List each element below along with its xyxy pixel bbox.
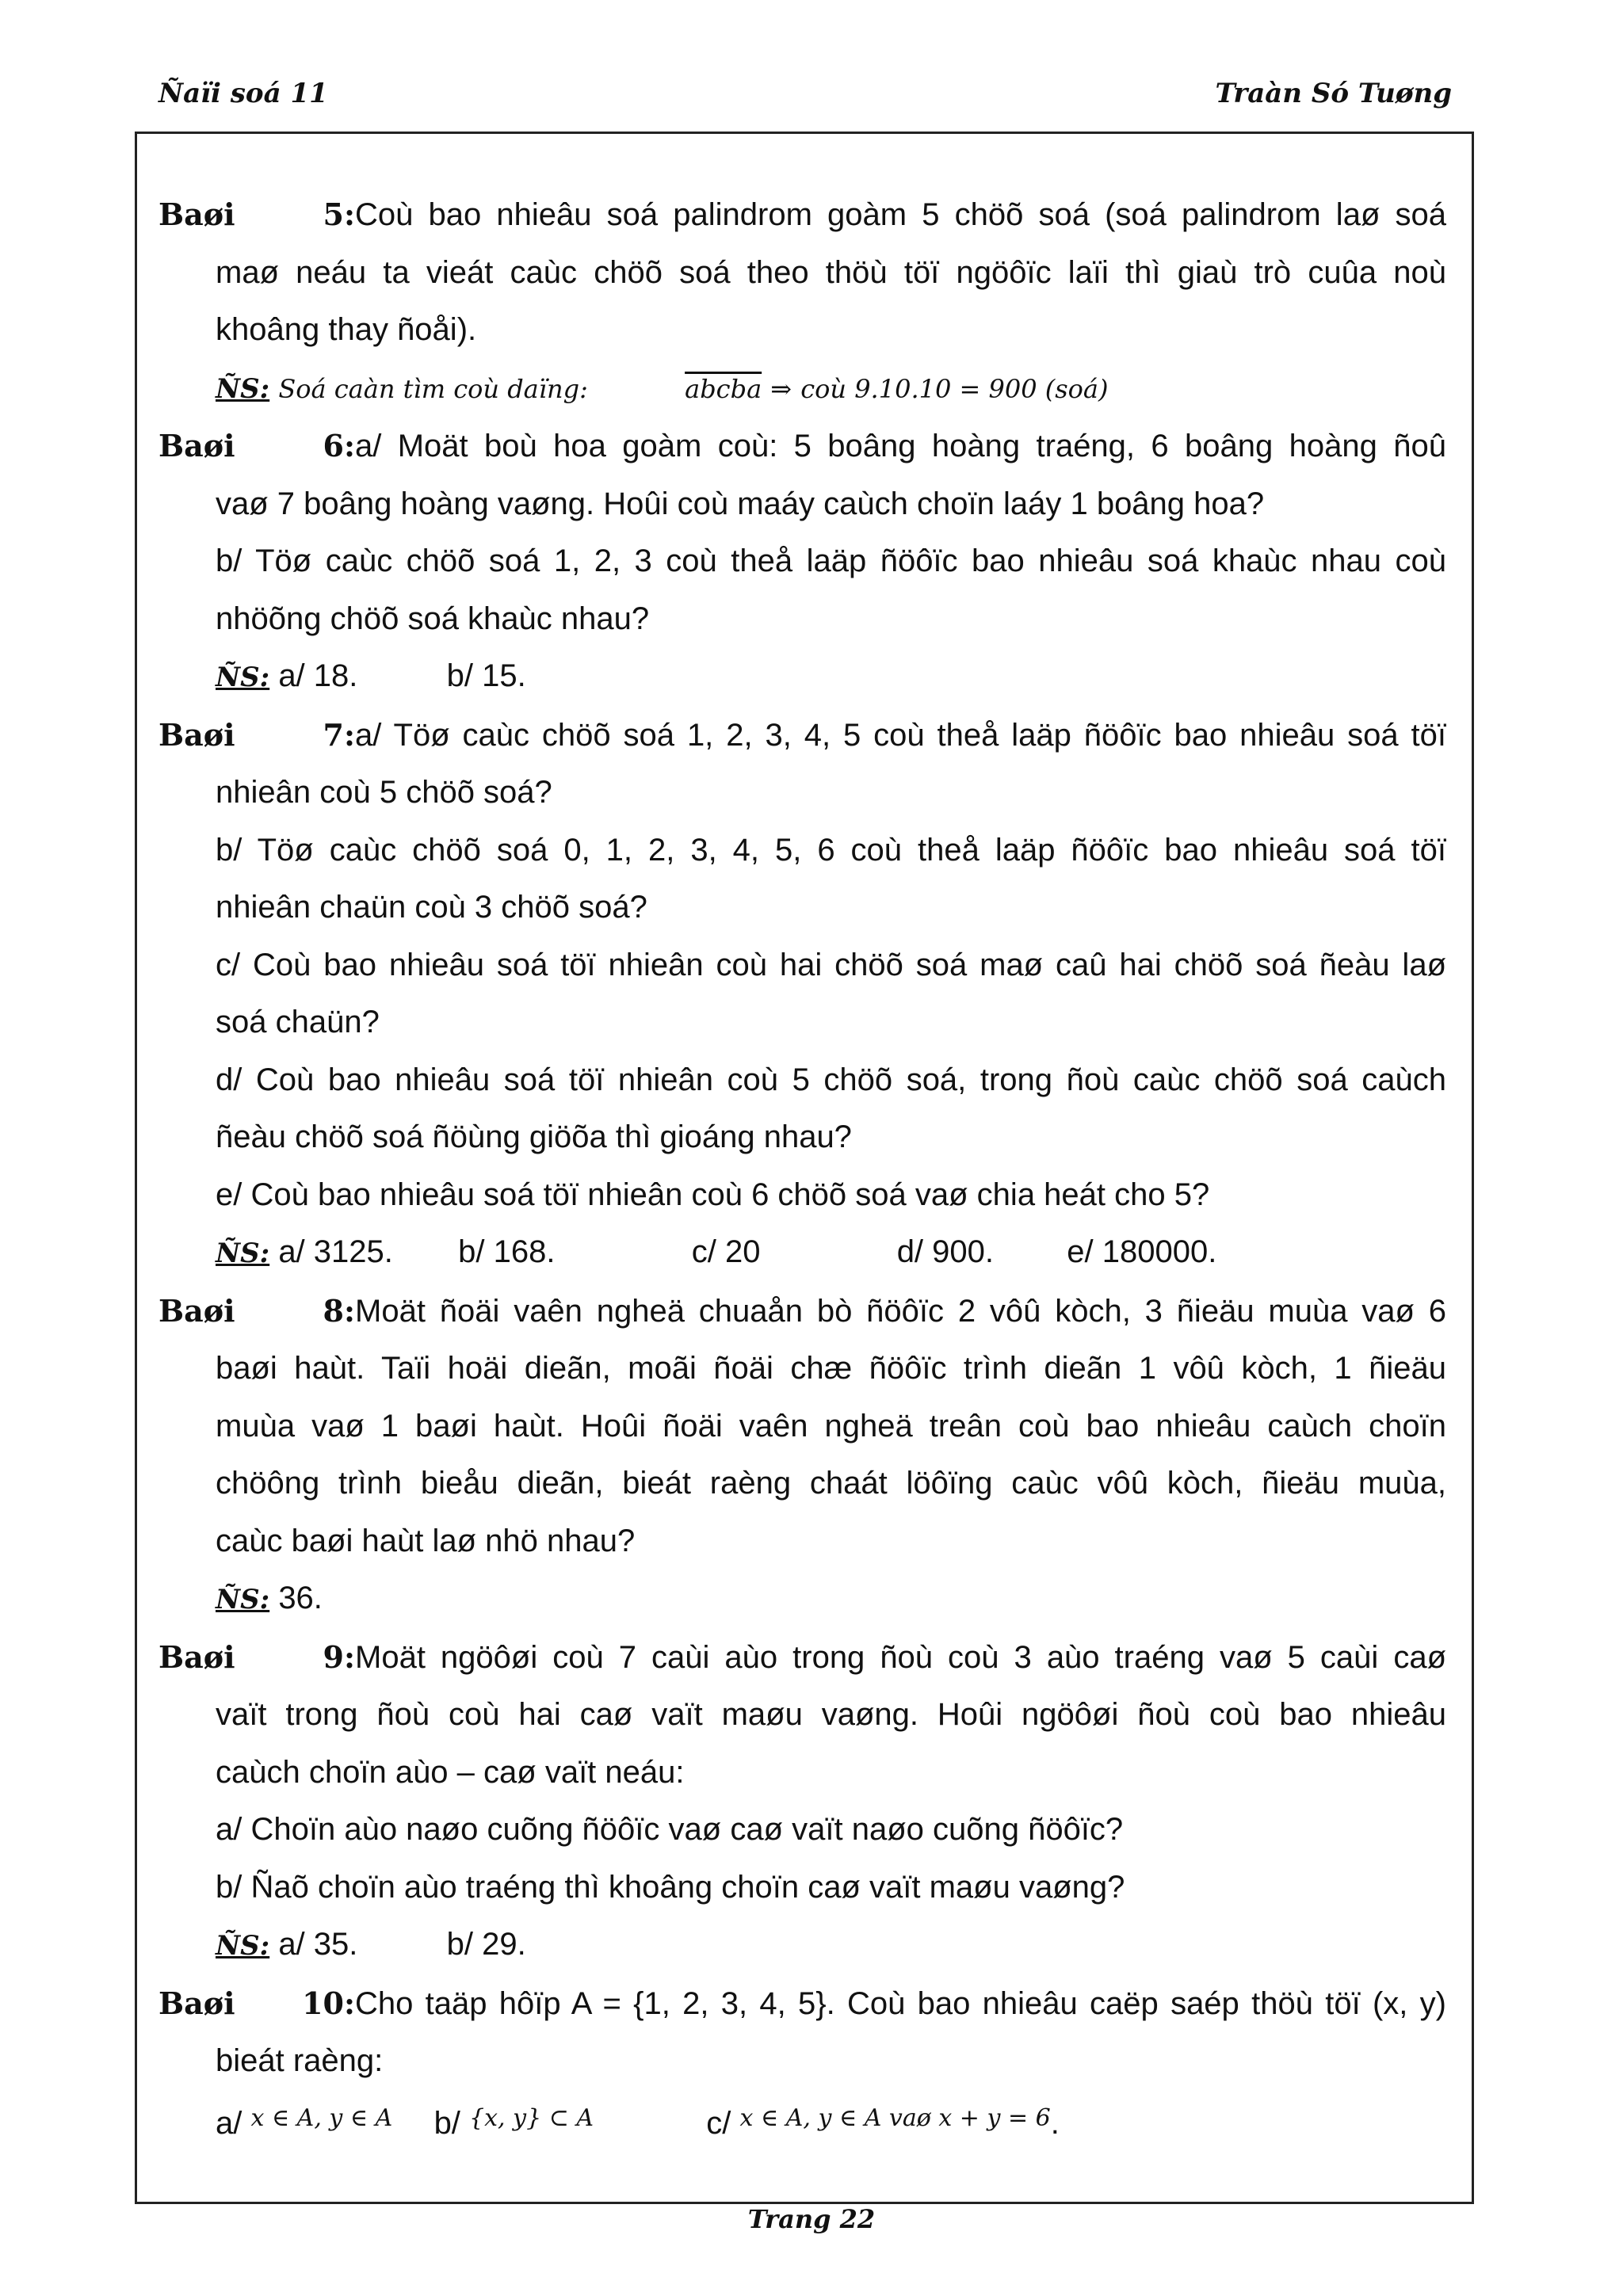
answer-part: b/ 15.: [446, 658, 526, 693]
answer-part: d/ 900.: [896, 1234, 995, 1269]
problem-text: khoâng thay ñoåi).: [216, 312, 477, 347]
problem-text: b/ Töø caùc chöõ soá 0, 1, 2, 3, 4, 5, 6 coù theå laäp ñöôïc bao nhieâu soá töï: [216, 832, 1446, 868]
problem-text: e/ Coù bao nhieâu soá töï nhieân coù 6 chöõ soá vaø chia heát cho 5?: [216, 1177, 1210, 1212]
answer-part: a/ 3125.: [278, 1234, 393, 1269]
problem-text: Coù bao nhieâu soá palindrom goàm 5 chöõ soá (soá palindrom laø soá: [355, 197, 1446, 232]
problem-6: [158, 418, 1446, 707]
option-tag: c/: [706, 2105, 731, 2141]
problem-text: b/ Ñaõ choïn aùo traéng thì khoâng choïn caø vaït maøu vaøng?: [216, 1869, 1125, 1905]
problem-text: Moät ñoäi vaên ngheä chuaån bò ñöôïc 2 vôû kòch, 3 ñieäu muùa vaø 6: [355, 1293, 1446, 1329]
header-left: Ñaïi soá 11: [158, 78, 328, 109]
problem-text: vaø 7 boâng hoàng vaøng. Hoûi coù maáy caùch choïn laáy 1 boâng hoa?: [216, 486, 1265, 521]
problem-text: Cho taäp hôïp A = {1, 2, 3, 4, 5}. Coù bao nhieâu caëp saép thöù töï (x, y): [355, 1985, 1446, 2021]
option-expr: x ∈ A, y ∈ A vaø x + y = 6: [739, 2103, 1051, 2132]
problem-label: Baøi 6:: [158, 428, 355, 463]
answer-part: b/ 29.: [446, 1927, 526, 1962]
page-number: Trang 22: [747, 2204, 876, 2234]
problem-text: a/ Choïn aùo naøo cuõng ñöôïc vaø caø vaït naøo cuõng ñöôïc?: [216, 1812, 1124, 1847]
answer-line: [158, 1223, 1446, 1283]
problem-text: maø neáu ta vieát caùc chöõ soá theo thöù töï ngöôïc laïi thì giaù trò cuûa noù: [216, 254, 1446, 290]
arrow-icon: ⇒: [770, 373, 792, 404]
problem-label: Baøi 7:: [158, 716, 355, 753]
problem-text: a/ Moät boù hoa goàm coù: 5 boâng hoàng traéng, 6 boâng hoàng ñoû: [355, 429, 1446, 463]
problem-text: caùc baøi haùt laø nhö nhau?: [216, 1523, 636, 1558]
problem-text: caùch choïn aùo – caø vaït neáu:: [216, 1754, 685, 1790]
problem-text: muùa vaø 1 baøi haùt. Hoûi ñoäi vaên ngheä treân coù bao nhieâu caùch choïn: [216, 1408, 1446, 1444]
problem-text: b/ Töø caùc chöõ soá 1, 2, 3 coù theå laäp ñöôïc bao nhieâu soá khaùc nhau coù: [216, 543, 1446, 578]
option-tag: b/: [433, 2105, 460, 2141]
option-tag: a/: [216, 2105, 242, 2141]
problem-9: [158, 1629, 1446, 1975]
answer-expr: abcba: [685, 373, 762, 404]
answer-result: coù 9.10.10 = 900 (soá): [800, 373, 1109, 404]
problem-text: Moät ngöôøi coù 7 caùi aùo trong ñoù coù 3 aùo traéng vaø 5 caùi caø: [355, 1639, 1446, 1675]
header-right: Traàn Só Tuøng: [1215, 78, 1452, 109]
problem-text: bieát raèng:: [216, 2043, 384, 2078]
period: .: [1050, 2105, 1060, 2141]
problem-label: Baøi 8:: [158, 1292, 355, 1329]
problem-7: [158, 707, 1446, 1283]
answer-mark: ÑS:: [216, 662, 270, 693]
problem-text: d/ Coù bao nhieâu soá töï nhieân coù 5 chöõ soá, trong ñoù caùc chöõ soá caùch: [216, 1062, 1446, 1097]
problem-5: [158, 186, 1446, 418]
answer-mark: ÑS:: [216, 1930, 270, 1962]
answer-mark: ÑS:: [216, 372, 270, 405]
answer-line: [158, 359, 1446, 418]
answer-part: b/ 168.: [458, 1234, 556, 1269]
problem-text: nhieân chaün coù 3 chöõ soá?: [216, 890, 647, 925]
answer-line: [158, 647, 1446, 707]
problem-text: a/ Töø caùc chöõ soá 1, 2, 3, 4, 5 coù theå laäp ñöôïc bao nhieâu soá töï: [355, 717, 1446, 753]
answer-mark: ÑS:: [216, 1584, 270, 1615]
problem-text: vaït trong ñoù coù hai caø vaït maøu vaøng. Hoûi ngöôøi ñoù coù bao nhieâu: [216, 1697, 1446, 1732]
answer-part: a/ 35.: [278, 1927, 358, 1962]
problem-text: c/ Coù bao nhieâu soá töï nhieân coù hai chöõ soá maø caû hai chöõ soá ñeàu laø: [216, 947, 1446, 982]
problem-8: [158, 1283, 1446, 1629]
answer-text: Soá caàn tìm coù daïng:: [278, 373, 588, 404]
problem-text: nhöõng chöõ soá khaùc nhau?: [216, 601, 650, 636]
answer-part: e/ 180000.: [1067, 1234, 1217, 1269]
problem-10: [158, 1975, 1446, 2153]
answer-part: 36.: [278, 1581, 323, 1615]
option-expr: x ∈ A, y ∈ A: [250, 2103, 393, 2132]
answer-line: [158, 1916, 1446, 1975]
page-content: [158, 186, 1446, 2152]
answer-mark: ÑS:: [216, 1238, 270, 1269]
option-expr: {x, y} ⊂ A: [469, 2103, 594, 2132]
answer-line: [158, 1569, 1446, 1629]
problem-text: soá chaün?: [216, 1005, 380, 1039]
problem-label: Baøi 10:: [158, 1985, 355, 2021]
problem-label: Baøi 9:: [158, 1638, 355, 1675]
answer-part: a/ 18.: [278, 658, 358, 693]
answer-part: c/ 20: [691, 1234, 761, 1269]
problem-text: baøi haùt. Taïi hoäi dieãn, moãi ñoäi chæ ñöôïc trình dieãn 1 vôû kòch, 1 ñieäu: [216, 1351, 1446, 1386]
options-line: [158, 2090, 1446, 2153]
problem-text: chöông trình bieåu dieãn, bieát raèng chaát löôïng caùc vôû kòch, ñieäu muùa,: [216, 1466, 1446, 1501]
problem-text: nhieân coù 5 chöõ soá?: [216, 775, 552, 810]
problem-label: Baøi 5:: [158, 196, 355, 232]
problem-text: ñeàu chöõ soá ñöùng giöõa thì gioáng nhau?: [216, 1119, 852, 1154]
